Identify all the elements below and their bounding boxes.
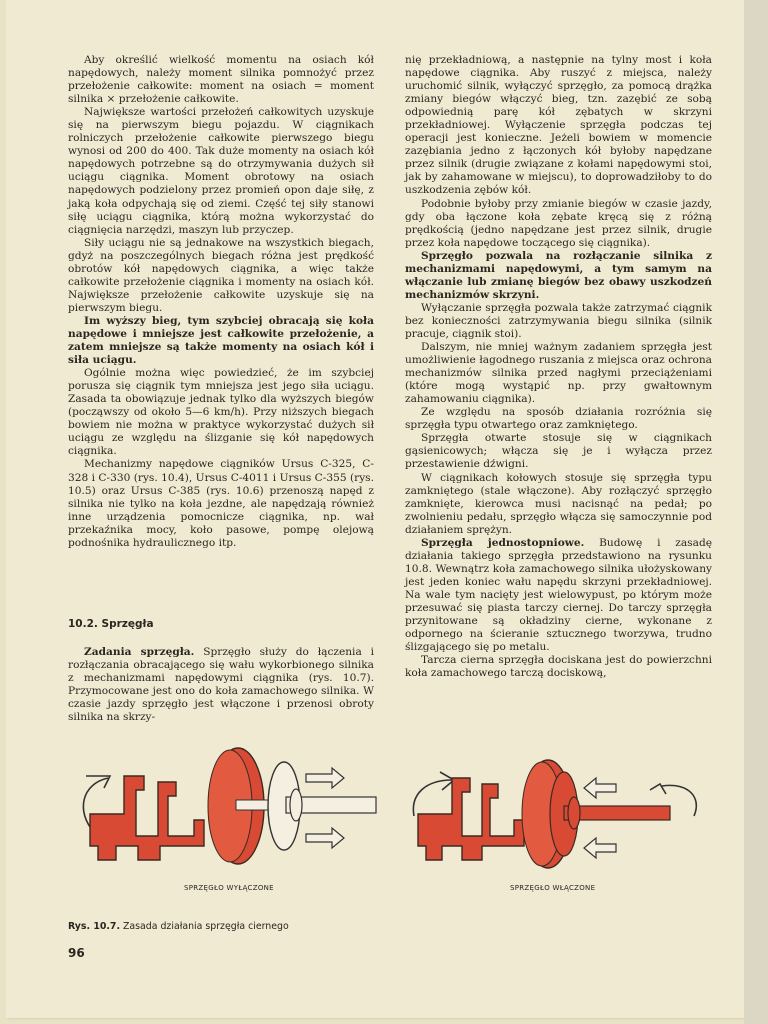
figure-number: Rys. 10.7. (68, 921, 121, 932)
figure-label-engaged: SPRZĘGŁO WŁĄCZONE (510, 884, 596, 892)
bold-paragraph (68, 315, 374, 367)
figure-label-disengaged: SPRZĘGŁO WYŁĄCZONE (184, 884, 274, 892)
paragraph-text: Sprzęgło służy do łączenia i rozłączania obracającego się wału wykorbionego silnika z mechanizmami napędowymi ciągnika (rys. 10.7). Przymocowane jest ono do koła zamachowego silnika. W czasie jazdy sprzęgło jest włączone i przenosi obroty silnika na skrzy- (68, 646, 374, 724)
paragraph (68, 646, 374, 724)
figure-caption (68, 921, 289, 932)
section-heading: 10.2. Sprzęgła (68, 618, 154, 630)
paragraph-lead: Zadania sprzęgła. (84, 646, 195, 658)
bold-paragraph (405, 250, 712, 302)
paragraph: Podobnie byłoby przy zmianie biegów w czasie jazdy, gdy oba łączone koła zębate kręcą się z różną prędkością (jedno napędzane jest przez silnik, drugie przez koła napędowe toczącego się ciągnika). (405, 197, 712, 249)
clutch-disengaged-illustration (66, 742, 386, 877)
paragraph-lead: Sprzęgła jednostopniowe. (421, 536, 585, 549)
bold-statement: Sprzęgło pozwala na rozłączanie silnika z mechanizmami napędowymi, a tym samym na włączanie lub zmianę biegów bez obawy uszkodzeń mechanizmów skrzyni. (405, 249, 712, 301)
paragraph: Dalszym, nie mniej ważnym zadaniem sprzęgła jest umożliwienie łagodnego ruszania z miejsca oraz ochrona mechanizmów silnika przed nagłymi przeciążeniami (które mogą wystąpić np. przy gwałtownym zahamowaniu ciągnika). (405, 341, 712, 406)
paragraph (405, 537, 712, 654)
page-edge (744, 0, 768, 1024)
paragraph: Aby określić wielkość momentu na osiach kół napędowych, należy moment silnika pomnożyć przez przełożenie całkowite: moment na osiach = moment silnika × przełożenie całkowite. (68, 54, 374, 106)
paragraph: Mechanizmy napędowe ciągników Ursus C-325, C-328 i C-330 (rys. 10.4), Ursus C-4011 i Ursus C-355 (rys. 10.5) oraz Ursus C-385 (rys. 10.6) przenoszą napęd z silnika nie tylko na koła jezdne, ale napędzają również inne urządzenia pomocnicze ciągnika, np. wał przekaźnika mocy, koło pasowe, pompę olejową podnośnika hydraulicznego itp. (68, 458, 374, 549)
paragraph: Ogólnie można więc powiedzieć, że im szybciej porusza się ciągnik tym mniejsza jest jego siła uciągu. Zasada ta obowiązuje jednak tylko dla wyższych biegów (począwszy od około 5—6 km/h). Przy niższych biegach bowiem nie można w praktyce wykorzystać dużych sił uciągu ze względu na ślizganie się kół napędowych ciągnika. (68, 367, 374, 458)
paragraph-text: Budowę i zasadę działania takiego sprzęgła przedstawiono na rysunku 10.8. Wewnątrz koła zamachowego silnika ułożyskowany jest jeden koniec wału napędu skrzyni przekładniowej. Na wale tym nacięty jest wielowypust, po którym może przesuwać się piasta tarczy ciernej. Do tarczy sprzęgła przynitowane są okładziny cierne, wykonane z odpornego na ścieranie sztucznego tworzywa, trudno ślizgającego się po metalu. (405, 536, 712, 654)
paragraph: W ciągnikach kołowych stosuje się sprzęgła typu zamkniętego (stale włączone). Aby rozłączyć sprzęgło zamknięte, kierowca musi nacisnąć na pedał; po zwolnieniu pedału, sprzęgło włącza się samoczynnie pod działaniem sprężyn. (405, 471, 712, 536)
page-number: 96 (68, 946, 85, 960)
right-column (405, 54, 712, 680)
figure-caption-text: Zasada działania sprzęgła ciernego (120, 921, 289, 932)
paragraph: Siły uciągu nie są jednakowe na wszystkich biegach, gdyż na poszczególnych biegach różna jest prędkość obrotów kół napędowych ciągnika, a więc także całkowite przełożenie ciągnika i momenty na osiach kół. Największe przełożenie całkowite uzyskuje się na pierwszym biegu. (68, 236, 374, 314)
left-column (68, 54, 374, 550)
paragraph: Tarcza cierna sprzęgła dociskana jest do powierzchni koła zamachowego tarczą dociskową, (405, 654, 712, 680)
bold-statement: Im wyższy bieg, tym szybciej obracają się koła napędowe i mniejsze jest całkowite przełożenie, a zatem mniejsze są także momenty na osiach kół i siła uciągu. (68, 314, 374, 367)
paragraph: nię przekładniową, a następnie na tylny most i koła napędowe ciągnika. Aby ruszyć z miejsca, należy uruchomić silnik, wyłączyć sprzęgło, za pomocą drążka zmiany biegów włączyć bieg, tzn. zazębić ze sobą odpowiednią parę kół zębatych w skrzyni przekładniowej. Wyłączenie sprzęgła podczas tej operacji jest konieczne. Jeżeli bowiem w momencie zazębiania jedno z łączonych kół byłoby napędzane przez silnik (drugie związane z kołami napędowymi stoi, jak by zahamowane w miejscu), to doprowadziłoby to do uszkodzenia zębów kół. (405, 54, 712, 197)
clutch-engaged-illustration (404, 754, 716, 884)
paragraph: Ze względu na sposób działania rozróżnia się sprzęgła typu otwartego oraz zamkniętego. (405, 406, 712, 432)
left-column-lower (68, 646, 374, 724)
paragraph: Największe wartości przełożeń całkowitych uzyskuje się na pierwszym biegu pojazdu. W ciągnikach rolniczych przełożenie całkowite pierwszego biegu wynosi od 200 do 400. Tak duże momenty na osiach kół napędowych potrzebne są do otrzymywania dużych sił uciągu ciągnika. Moment obrotowy na osiach napędowych podzielony przez promień opon daje siłę, z jaką koła odpychają się od ziemi. Część tej siły stanowi siłę uciągu ciągnika, którą można wykorzystać do ciągnięcia narzędzi, maszyn lub przyczep. (68, 106, 374, 236)
paragraph: Wyłączanie sprzęgła pozwala także zatrzymać ciągnik bez konieczności zatrzymywania biegu silnika (silnik pracuje, ciągnik stoi). (405, 301, 712, 340)
paragraph: Sprzęgła otwarte stosuje się w ciągnikach gąsienicowych; włącza się je i wyłącza przez przestawienie dźwigni. (405, 432, 712, 471)
